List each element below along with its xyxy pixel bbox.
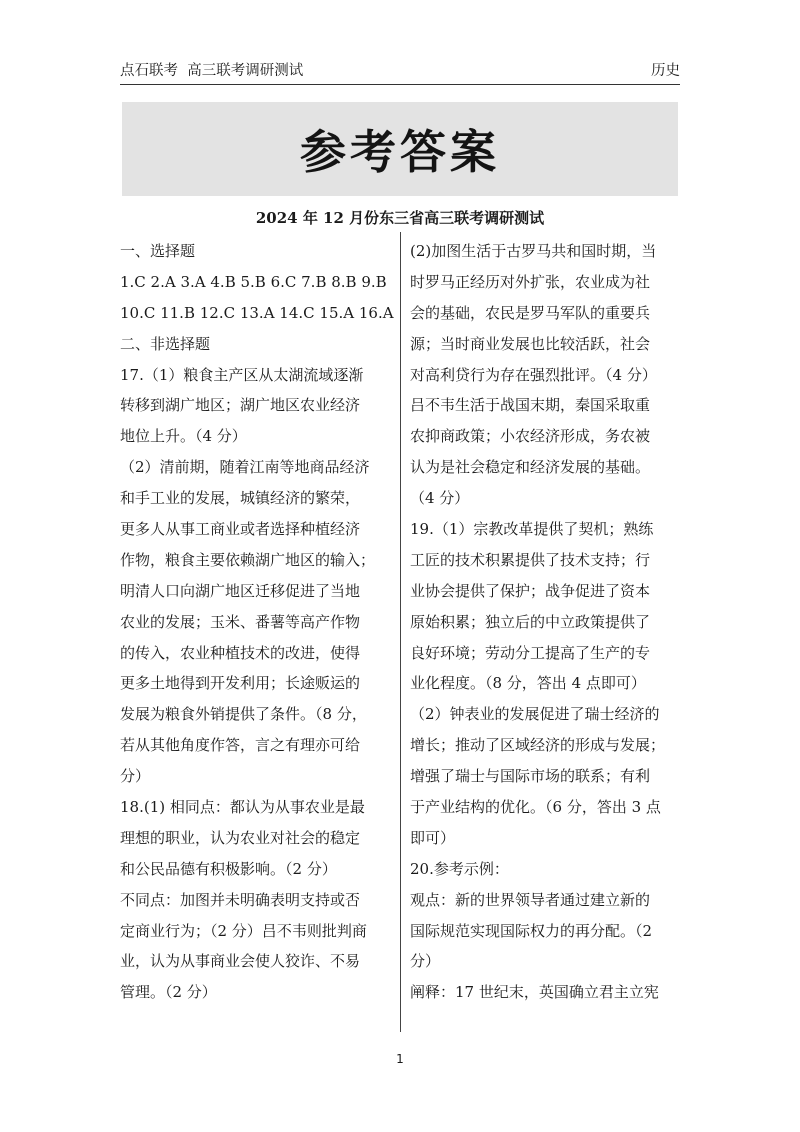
answer-line: 时罗马正经历对外扩张，农业成为社 [410, 272, 651, 291]
answer-line: 管理。（2 分） [120, 983, 217, 1002]
answer-line: 18.(1) 相同点：都认为从事农业是最 [120, 798, 365, 817]
answer-line: 更多人从事工商业或者选择种植经济 [120, 520, 361, 539]
page-header [120, 58, 680, 80]
answer-line: （2）清前期，随着江南等地商品经济 [120, 458, 370, 477]
answer-line: 会的基础，农民是罗马军队的重要兵 [410, 303, 651, 322]
answer-line: 20.参考示例： [410, 859, 509, 878]
answer-line: 1.C 2.A 3.A 4.B 5.B 6.C 7.B 8.B 9.B [120, 272, 387, 291]
answer-line: 工匠的技术积累提供了技术支持；行 [410, 550, 651, 569]
answer-line: 对高利贷行为存在强烈批评。（4 分） [410, 365, 657, 384]
answer-line: 分） [120, 767, 151, 786]
answer-line: 业，认为从事商业会使人狡诈、不易 [120, 952, 361, 971]
answer-line: 认为是社会稳定和经济发展的基础。 [410, 458, 651, 477]
answer-line: （4 分） [410, 489, 470, 508]
answer-line: 原始积累；独立后的中立政策提供了 [410, 612, 651, 631]
answer-line: 的传入，农业种植技术的改进，使得 [120, 643, 361, 662]
left-column [120, 236, 392, 1008]
exam-subtitle: 2024 年 12 月份东三省高三联考调研测试 [255, 209, 545, 227]
right-column [410, 236, 682, 1008]
answer-line: 即可） [410, 828, 456, 847]
banner-title: 参考答案 [300, 125, 500, 179]
answer-banner [122, 102, 678, 196]
answer-line: 作物，粮食主要依赖湖广地区的输入； [120, 550, 376, 569]
answer-line: 一、选择题 [120, 242, 196, 260]
header-exam-name: 点石联考 高三联考调研测试 [120, 63, 304, 79]
answer-line: 分） [410, 952, 441, 971]
answer-line: 转移到湖广地区；湖广地区农业经济 [120, 396, 361, 415]
answer-line: 业协会提供了保护；战争促进了资本 [410, 581, 651, 600]
answer-line: 于产业结构的优化。（6 分，答出 3 点 [410, 798, 661, 817]
answer-line: 若从其他角度作答，言之有理亦可给 [120, 736, 361, 755]
column-divider [400, 232, 401, 1032]
answer-line: 二、非选择题 [120, 334, 211, 353]
answer-line: 和公民品德有积极影响。（2 分） [120, 859, 337, 878]
answer-line: （2）钟表业的发展促进了瑞士经济的 [410, 705, 660, 724]
header-subject: 历史 [651, 63, 680, 79]
answer-line: 和手工业的发展，城镇经济的繁荣， [120, 489, 361, 508]
answer-line: 农业的发展；玉米、番薯等高产作物 [120, 612, 361, 631]
answer-line: 19.（1）宗教改革提供了契机；熟练 [410, 520, 654, 539]
answer-line: 10.C 11.B 12.C 13.A 14.C 15.A 16.A [120, 303, 394, 322]
answer-line: 源；当时商业发展也比较活跃，社会 [410, 334, 651, 353]
answer-line: 17.（1）粮食主产区从太湖流域逐渐 [120, 365, 364, 384]
answer-line: 理想的职业，认为农业对社会的稳定 [120, 828, 361, 847]
page-number: 1 [396, 1052, 404, 1066]
answer-line: 国际规范实现国际权力的再分配。（2 [410, 921, 653, 940]
answer-line: 发展为粮食外销提供了条件。（8 分， [120, 705, 367, 724]
answer-line: 阐释：17 世纪末，英国确立君主立宪 [410, 983, 659, 1002]
answer-line: 增长；推动了区域经济的形成与发展； [410, 736, 666, 755]
answer-line: 不同点：加图并未明确表明支持或否 [120, 890, 361, 909]
answer-line: (2)加图生活于古罗马共和国时期，当 [410, 242, 657, 260]
answer-line: 农抑商政策；小农经济形成，务农被 [410, 427, 651, 446]
answer-line: 良好环境；劳动分工提高了生产的专 [410, 643, 651, 662]
answer-line: 更多土地得到开发利用；长途贩运的 [120, 674, 361, 693]
answer-line: 增强了瑞士与国际市场的联系；有利 [410, 767, 651, 786]
answer-line: 定商业行为；（2 分）吕不韦则批判商 [120, 921, 367, 940]
header-divider [120, 84, 680, 85]
answer-line: 明清人口向湖广地区迁移促进了当地 [120, 581, 361, 600]
answer-line: 地位上升。（4 分） [120, 427, 247, 446]
answer-line: 观点：新的世界领导者通过建立新的 [410, 890, 651, 909]
answer-line: 业化程度。（8 分，答出 4 点即可） [410, 674, 646, 693]
answer-line: 吕不韦生活于战国末期，秦国采取重 [410, 396, 651, 415]
